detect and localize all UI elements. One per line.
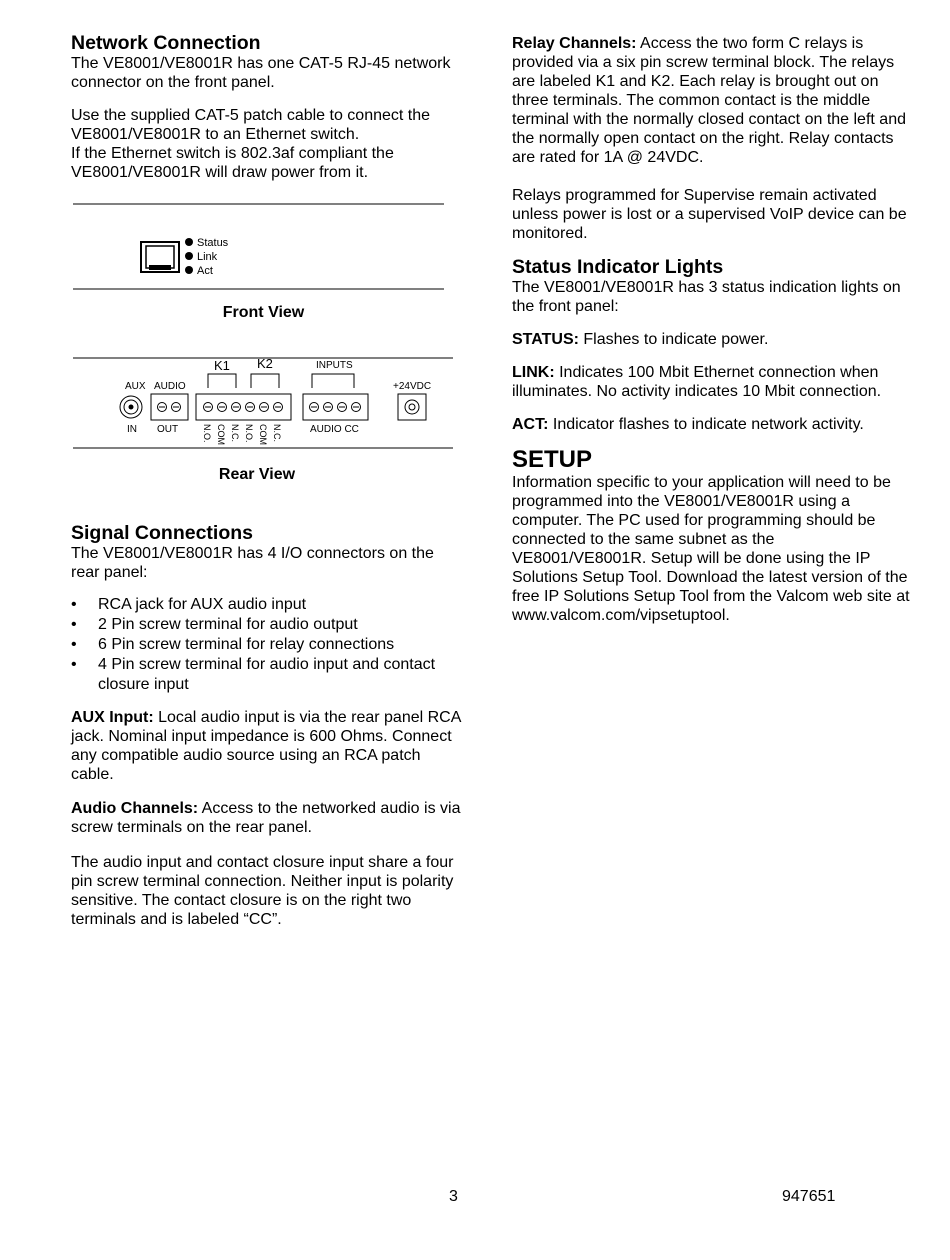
rear-view-diagram	[71, 340, 471, 470]
relay-term-label: COM	[216, 424, 226, 445]
status-led-label: Status	[197, 237, 229, 249]
status-intro-paragraph: The VE8001/VE8001R has 3 status indication lights on the front panel:	[512, 279, 901, 315]
link-led-label: Link	[197, 251, 218, 263]
status-light-paragraph: STATUS: Flashes to indicate power.	[512, 331, 769, 348]
relay-term-label: N.O.	[244, 424, 254, 443]
relay-term-label: COM	[258, 424, 268, 445]
audio-channels-paragraph: Audio Channels: Access to the networked audio is via screw terminals on the rear panel.	[71, 800, 461, 836]
list-item: • 6 Pin screw terminal for relay connections	[71, 635, 466, 655]
k2-label: K2	[257, 356, 273, 371]
k1-label: K1	[214, 358, 230, 373]
audio-out-terminal-icon	[151, 394, 188, 420]
network-heading: Network Connection	[71, 32, 261, 54]
out-label: OUT	[157, 424, 179, 435]
act-led-label: Act	[197, 265, 213, 277]
rca-jack-icon	[120, 396, 142, 418]
audio-label: AUDIO	[154, 381, 186, 392]
right-column	[512, 32, 912, 625]
inputs-terminal-block-icon	[303, 394, 368, 420]
setup-paragraph: Information specific to your application will need to be programmed into the VE8001/VE8001R using a computer. The PC used for programming should be connected to the same subnet as the VE8001/VE8001R. Setup will be done using the IP Solutions Setup Tool. Download the latest version of the free IP Solutions Setup Tool from the Valcom web site at www.valcom.com/vipsetuptool.	[512, 474, 910, 624]
rj45-port-icon	[141, 242, 179, 272]
relay-terminal-block-icon	[196, 394, 291, 420]
status-heading: Status Indicator Lights	[512, 256, 724, 278]
relay-term-label: N.O.	[202, 424, 212, 443]
aux-input-paragraph: AUX Input: Local audio input is via the rear panel RCA jack. Nominal input impedance is 600 Ohms. Connect any compatible audio source using an RCA patch cable.	[71, 709, 461, 783]
front-view-figure	[71, 194, 471, 322]
network-paragraph-1: The VE8001/VE8001R has one CAT-5 RJ-45 network connector on the front panel.	[71, 55, 451, 91]
signal-paragraph: The VE8001/VE8001R has 4 I/O connectors on the rear panel:	[71, 545, 434, 581]
in-label: IN	[127, 424, 137, 435]
power-jack-icon	[398, 394, 426, 420]
act-light-paragraph: ACT: Indicator flashes to indicate network activity.	[512, 416, 864, 433]
front-view-caption: Front View	[222, 304, 305, 321]
aux-label: AUX	[125, 381, 146, 392]
relay-supervise-paragraph: Relays programmed for Supervise remain activated unless power is lost or a supervised VoIP device can be monitored.	[512, 187, 907, 242]
link-led-icon	[185, 252, 193, 260]
list-item: • 4 Pin screw terminal for audio input and contact closure input	[71, 655, 466, 695]
document-number: 947651	[782, 1188, 836, 1205]
relay-term-label: N.C.	[230, 424, 240, 442]
network-paragraph-2a: Use the supplied CAT-5 patch cable to connect the VE8001/VE8001R to an Ethernet switch.	[71, 107, 431, 143]
status-led-icon	[185, 238, 193, 246]
relay-term-label: N.C.	[272, 424, 282, 442]
audio-cc-label: AUDIO CC	[310, 424, 359, 435]
audio-input-paragraph: The audio input and contact closure input share a four pin screw terminal connection. Neither input is polarity sensitive. The contact closure is on the right two terminals and is labeled “CC”.	[71, 854, 454, 928]
inputs-label: INPUTS	[316, 360, 353, 371]
list-item: • RCA jack for AUX audio input	[71, 595, 466, 615]
front-view-diagram	[71, 194, 471, 294]
signal-heading: Signal Connections	[71, 522, 254, 544]
link-light-paragraph: LINK: Indicates 100 Mbit Ethernet connection when illuminates. No activity indicates 10 Mbit connection.	[512, 364, 882, 400]
relay-channels-paragraph: Relay Channels: Access the two form C relays is provided via a six pin screw terminal block. The relays are labeled K1 and K2. Each relay is brought out on three terminals. The common contact is the middle terminal with the normally closed contact on the left and the normally open contact on the right. Relay contacts are rated for 1A @ 24VDC.	[512, 35, 906, 166]
vdc-label: +24VDC	[393, 381, 432, 392]
left-column	[71, 32, 466, 929]
setup-heading: SETUP	[512, 446, 593, 473]
signal-bullet-list	[71, 595, 466, 695]
rear-view-caption: Rear View	[218, 466, 296, 483]
act-led-icon	[185, 266, 193, 274]
network-paragraph-2b: If the Ethernet switch is 802.3af compliant the VE8001/VE8001R will draw power from it.	[71, 145, 394, 181]
rear-view-figure	[71, 340, 471, 484]
list-item: • 2 Pin screw terminal for audio output	[71, 615, 466, 635]
page-number: 3	[449, 1188, 458, 1205]
